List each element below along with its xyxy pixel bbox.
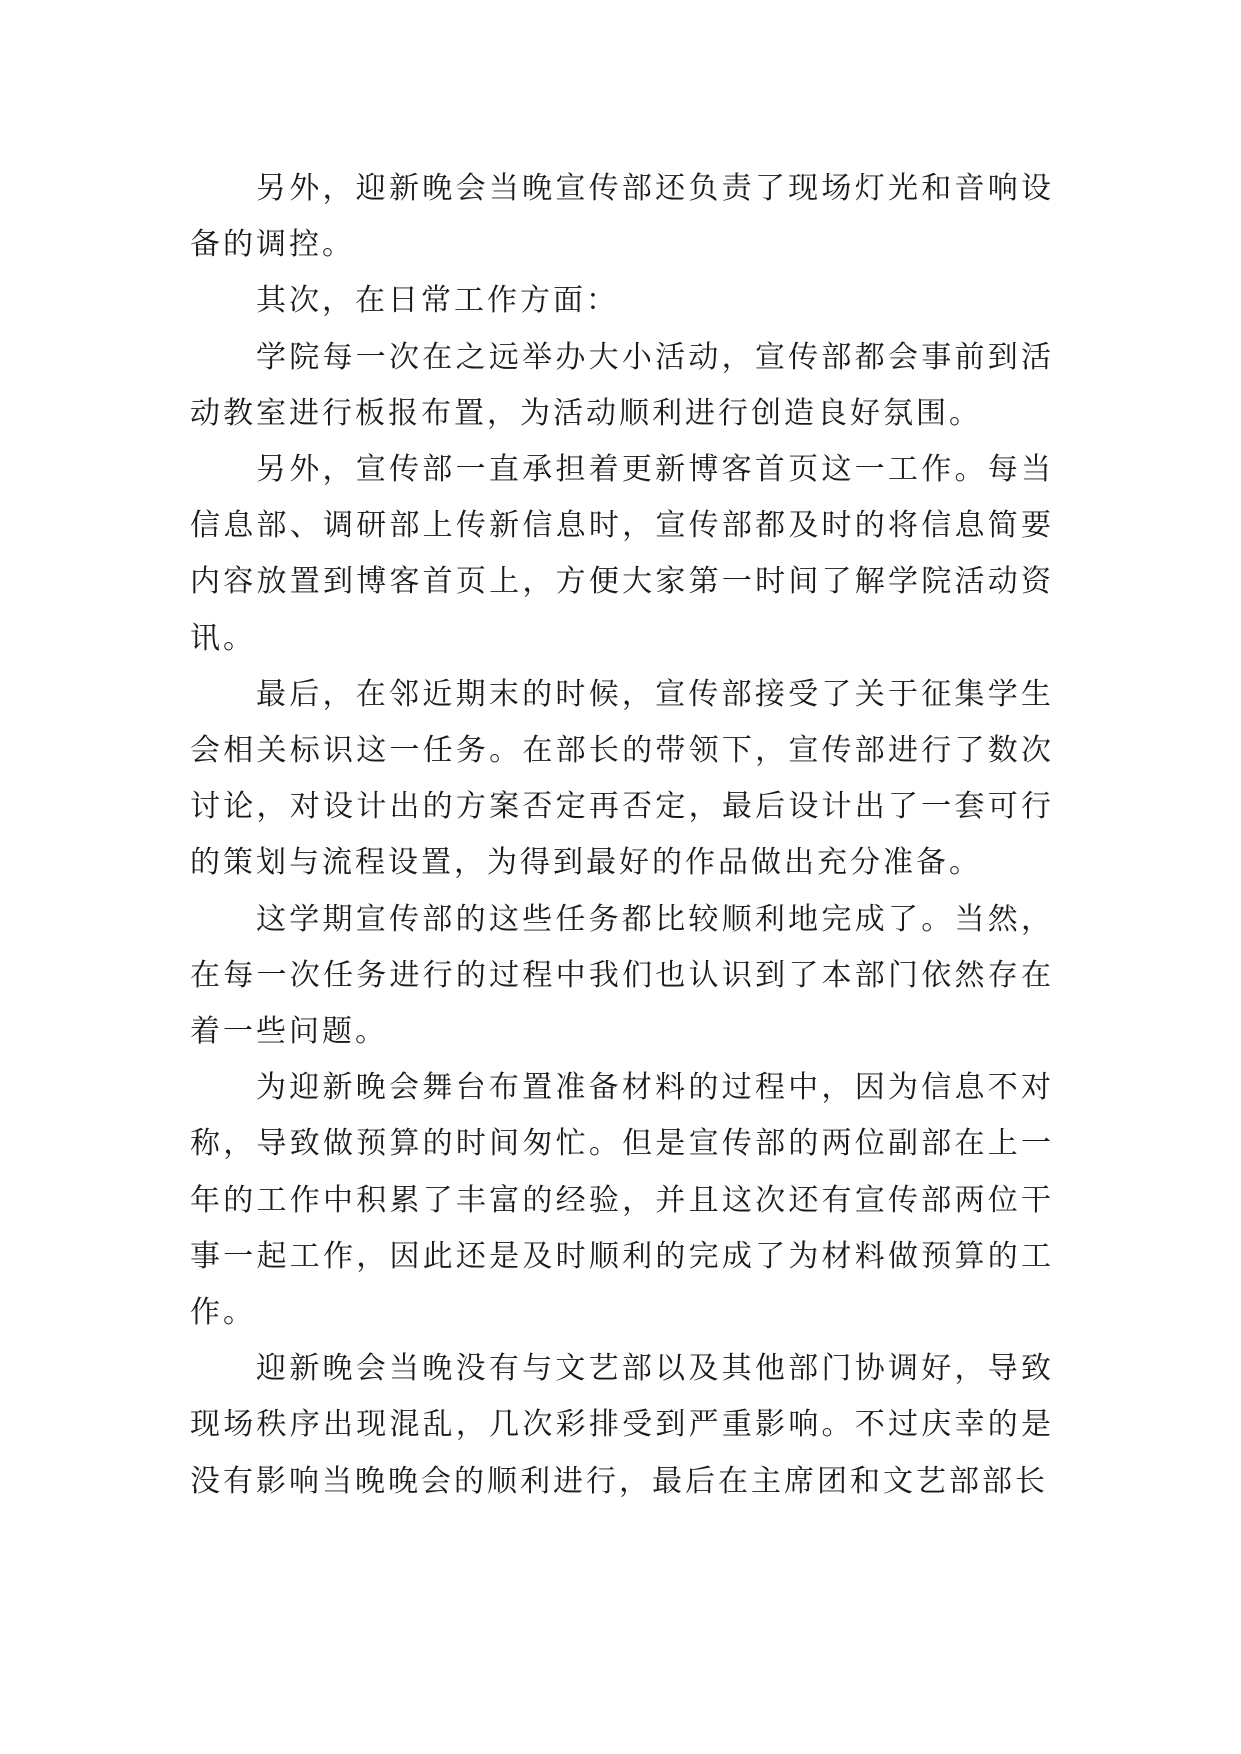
paragraph: 另外，宣传部一直承担着更新博客首页这一工作。每当信息部、调研部上传新信息时，宣传部都及时的将信息简要内容放置到博客首页上，方便大家第一时间了解学院活动资讯。 <box>190 452 1054 656</box>
document-body <box>190 161 1054 1510</box>
paragraph: 另外，迎新晚会当晚宣传部还负责了现场灯光和音响设备的调控。 <box>190 171 1054 263</box>
paragraph: 其次，在日常工作方面： <box>256 283 619 319</box>
paragraph: 学院每一次在之远举办大小活动，宣传部都会事前到活动教室进行板报布置，为活动顺利进行创造良好氛围。 <box>190 339 1054 431</box>
paragraph: 为迎新晚会舞台布置准备材料的过程中，因为信息不对称，导致做预算的时间匆忙。但是宣传部的两位副部在上一年的工作中积累了丰富的经验，并且这次还有宣传部两位干事一起工作，因此还是及时顺利的完成了为材料做预算的工作。 <box>190 1070 1054 1331</box>
paragraph: 最后，在邻近期末的时候，宣传部接受了关于征集学生会相关标识这一任务。在部长的带领下，宣传部进行了数次讨论，对设计出的方案否定再否定，最后设计出了一套可行的策划与流程设置，为得到最好的作品做出充分准备。 <box>190 676 1054 881</box>
paragraph: 这学期宣传部的这些任务都比较顺利地完成了。当然，在每一次任务进行的过程中我们也认识到了本部门依然存在着一些问题。 <box>190 901 1054 1050</box>
paragraph: 迎新晚会当晚没有与文艺部以及其他部门协调好，导致现场秩序出现混乱，几次彩排受到严重影响。不过庆幸的是没有影响当晚晚会的顺利进行，最后在主席团和文艺部部长 <box>190 1351 1054 1499</box>
